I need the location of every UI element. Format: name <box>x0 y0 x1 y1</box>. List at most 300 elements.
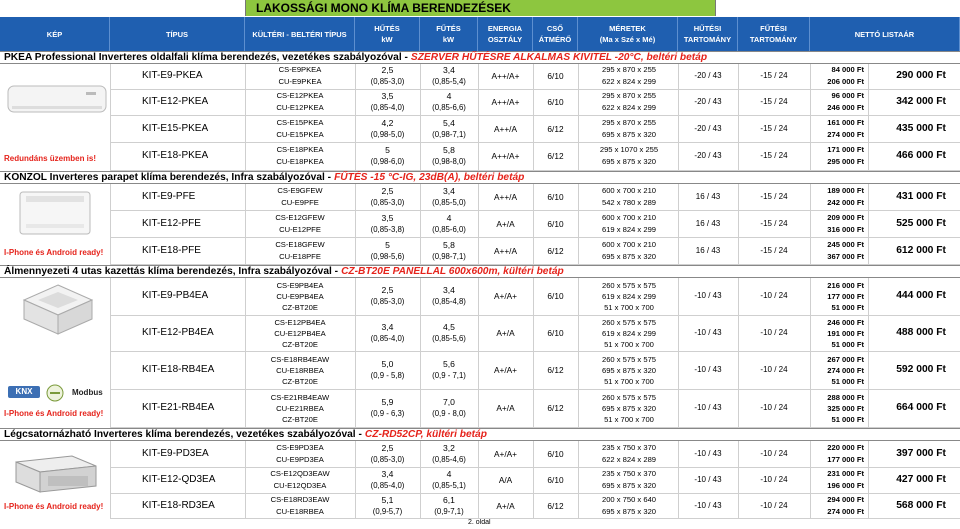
heating-kw: (0,98-7,1) <box>432 252 466 261</box>
cooling-range: -10 / 43 <box>694 291 722 300</box>
pipe-diameter: 6/10 <box>547 219 564 229</box>
unit-price: 177 000 Ft <box>827 455 864 464</box>
heating-kw: 4,5 <box>443 322 455 332</box>
grid-line <box>810 184 811 265</box>
grid-line <box>478 184 479 265</box>
unit-type: CS-E12GFEW <box>275 213 325 222</box>
net-price: 342 000 Ft <box>896 96 946 107</box>
unit-price: 220 000 Ft <box>827 443 864 452</box>
row-divider <box>110 389 960 390</box>
header-futesi-label: FŰTÉSI <box>760 24 787 33</box>
unit-price: 288 000 Ft <box>827 393 864 402</box>
cooling-kw: (0,85-3,0) <box>370 455 405 464</box>
heating-kw: (0,85-6,6) <box>432 103 466 112</box>
dimensions: 695 x 875 x 320 <box>601 404 657 413</box>
header-futesi-tart: TARTOMÁNY <box>749 35 798 44</box>
model-name: KIT-E15-PKEA <box>142 123 209 134</box>
header-hutes-label: HŰTÉS <box>374 24 400 33</box>
pipe-diameter: 6/12 <box>547 403 564 413</box>
dimensions: 295 x 870 x 255 <box>601 118 657 127</box>
header-hutesi <box>678 17 738 51</box>
cooling-range: -20 / 43 <box>694 124 722 133</box>
cooling-range: -10 / 43 <box>694 403 722 412</box>
cooling-kw: (0,98-5,6) <box>370 252 405 261</box>
net-price: 612 000 Ft <box>896 245 946 256</box>
grid-line <box>868 184 869 265</box>
unit-price: 196 000 Ft <box>827 481 864 490</box>
cooling-kw: 5,9 <box>381 397 394 407</box>
cooling-range: 16 / 43 <box>695 246 721 255</box>
heating-kw: (0,85-5,6) <box>432 334 466 343</box>
dimensions: 51 x 700 x 700 <box>604 415 654 424</box>
grid-line <box>355 441 356 519</box>
grid-line <box>738 64 739 171</box>
net-price: 435 000 Ft <box>896 123 946 134</box>
unit-price: 51 000 Ft <box>831 415 864 424</box>
dimensions: 695 x 875 x 320 <box>601 481 657 490</box>
grid-line <box>533 64 534 171</box>
dimensions: 235 x 750 x 370 <box>601 443 657 452</box>
heating-range: -10 / 24 <box>760 291 788 300</box>
redundant-note: Redundáns üzemben is! <box>4 154 97 163</box>
unit-price: 316 000 Ft <box>827 225 864 234</box>
console-unit-image <box>16 188 94 238</box>
unit-price: 191 000 Ft <box>827 329 864 338</box>
grid-line <box>678 184 679 265</box>
energy-class: A+/A+ <box>493 365 518 375</box>
header-kep-label: KÉP <box>46 29 63 39</box>
unit-price: 161 000 Ft <box>827 118 864 127</box>
heating-kw: (0,98-8,0) <box>432 157 466 166</box>
grid-line <box>245 441 246 519</box>
heating-kw: 3,4 <box>443 65 455 75</box>
net-price: 427 000 Ft <box>896 474 946 485</box>
heating-kw: (0,9-7,1) <box>434 507 464 516</box>
section-header <box>0 171 960 184</box>
dimensions: 695 x 875 x 320 <box>601 252 657 261</box>
heating-range: -15 / 24 <box>760 124 788 133</box>
row-divider <box>110 264 960 265</box>
model-name: KIT-E9-PB4EA <box>142 290 209 301</box>
header-osztaly-label: OSZTÁLY <box>487 35 523 44</box>
dimensions: 619 x 824 x 299 <box>601 329 657 338</box>
unit-type: CS-E9PD3EA <box>276 443 324 452</box>
dimensions: 260 x 575 x 575 <box>601 393 657 402</box>
header-kep <box>0 17 110 51</box>
unit-price: 51 000 Ft <box>831 340 864 349</box>
pipe-diameter: 6/10 <box>547 291 564 301</box>
grid-line <box>110 184 111 265</box>
unit-price: 96 000 Ft <box>831 91 864 100</box>
unit-type: CU-E18RBEA <box>276 366 324 375</box>
heating-range: -15 / 24 <box>760 219 788 228</box>
energy-class: A+/A <box>496 501 515 511</box>
row-divider <box>110 89 960 90</box>
row-divider <box>110 351 960 352</box>
heating-kw: (0,9 - 8,0) <box>432 409 466 418</box>
unit-type: CU-E9PD3EA <box>276 455 324 464</box>
net-price: 568 000 Ft <box>896 500 946 511</box>
unit-type: CS-E18PKEA <box>276 145 324 154</box>
dimensions: 622 x 824 x 299 <box>601 77 657 86</box>
section-header <box>0 265 960 278</box>
dimensions: 260 x 575 x 575 <box>601 318 657 327</box>
badge-icon <box>42 383 68 403</box>
grid-line <box>738 184 739 265</box>
cooling-range: -10 / 43 <box>694 365 722 374</box>
header-netto-label: NETTÓ LISTAÁR <box>854 29 915 39</box>
header-kulteri-label: KÜLTÉRI - BELTÉRI TÍPUS <box>252 29 347 39</box>
cooling-kw: 3,4 <box>381 322 394 332</box>
section-header <box>0 428 960 441</box>
row-divider <box>110 467 960 468</box>
net-price: 444 000 Ft <box>896 290 946 301</box>
cooling-kw: 5,0 <box>381 359 394 369</box>
grid-line <box>355 278 356 428</box>
header-kulteri-belteri <box>245 17 355 51</box>
grid-line <box>110 441 111 519</box>
grid-line <box>868 278 869 428</box>
heating-kw: 5,8 <box>443 240 455 250</box>
unit-type: CS-E9PB4EA <box>276 281 324 290</box>
model-name: KIT-E9-PD3EA <box>142 448 209 459</box>
unit-type: CS-E12PB4EA <box>274 318 326 327</box>
grid-line <box>110 64 111 171</box>
energy-class: A++/A+ <box>491 151 520 161</box>
energy-class: A+/A <box>496 328 515 338</box>
unit-price: 171 000 Ft <box>827 145 864 154</box>
heating-kw: 5,4 <box>443 118 455 128</box>
cooling-range: -10 / 43 <box>694 449 722 458</box>
unit-type: CS-E15PKEA <box>276 118 324 127</box>
iphone-note-kazetta: I-Phone és Android ready! <box>4 409 104 418</box>
heating-kw: 5,8 <box>443 145 455 155</box>
heating-kw: (0,9 - 7,1) <box>432 371 466 380</box>
cooling-range: -20 / 43 <box>694 71 722 80</box>
cooling-range: 16 / 43 <box>695 192 721 201</box>
unit-price: 325 000 Ft <box>827 404 864 413</box>
modbus-logo: Modbus <box>72 388 103 397</box>
unit-price: 51 000 Ft <box>831 303 864 312</box>
unit-price: 177 000 Ft <box>827 292 864 301</box>
unit-type: CU-E9PFE <box>281 198 319 207</box>
energy-class: A++/A <box>493 192 518 202</box>
grid-line <box>478 278 479 428</box>
cooling-kw: 3,4 <box>381 469 394 479</box>
header-meretek-label: MÉRETEK <box>609 24 646 33</box>
unit-type: CU-E12PFE <box>279 225 321 234</box>
unit-type: CZ-BT20E <box>282 303 318 312</box>
page-number: 2. oldal <box>468 519 491 526</box>
cooling-range: 16 / 43 <box>695 219 721 228</box>
dimensions: 622 x 824 x 289 <box>601 455 657 464</box>
cooling-range: -10 / 43 <box>694 475 722 484</box>
row-divider <box>110 170 960 171</box>
unit-type: CU-E12PKEA <box>276 103 324 112</box>
knx-logo: KNX <box>8 386 40 398</box>
dimensions: 619 x 824 x 299 <box>601 292 657 301</box>
pipe-diameter: 6/12 <box>547 246 564 256</box>
heating-kw: 4 <box>446 91 452 101</box>
section-title: PKEA Professional Inverteres oldalfali klíma berendezés, vezetékes szabályozóval - <box>4 52 408 63</box>
unit-type: CS-E18RB4EAW <box>270 355 330 364</box>
unit-type: CS-E18RD3EAW <box>270 495 330 504</box>
dimensions: 600 x 700 x 210 <box>601 240 657 249</box>
dimensions: 619 x 824 x 299 <box>601 225 657 234</box>
cooling-kw: 3,5 <box>381 213 394 223</box>
dimensions: 695 x 875 x 320 <box>601 366 657 375</box>
unit-type: CU-E18PKEA <box>276 157 324 166</box>
header-futes <box>420 17 478 51</box>
pipe-diameter: 6/10 <box>547 449 564 459</box>
dimensions: 695 x 875 x 320 <box>601 157 657 166</box>
section-subtitle: CZ-RD52CP, kültéri betáp <box>364 429 487 440</box>
cassette-unit-image <box>22 282 94 340</box>
dimensions: 600 x 700 x 210 <box>601 213 657 222</box>
model-name: KIT-E9-PFE <box>142 191 196 202</box>
grid-line <box>578 64 579 171</box>
heating-kw: 7,0 <box>443 397 455 407</box>
cooling-kw: 2,5 <box>381 285 394 295</box>
heating-range: -10 / 24 <box>760 501 788 510</box>
unit-type: CS-E9GFEW <box>277 186 323 195</box>
unit-type: CU-E9PKEA <box>278 77 322 86</box>
energy-class: A++/A <box>493 246 518 256</box>
row-divider <box>110 142 960 143</box>
section-subtitle: SZERVER HŰTÉSRE ALKALMAS KIVITEL -20°C, beltéri betáp <box>410 52 708 63</box>
heating-range: -15 / 24 <box>760 192 788 201</box>
heating-kw: (0,85-5,1) <box>432 481 466 490</box>
grid-line <box>355 184 356 265</box>
grid-line <box>245 64 246 171</box>
header-atmero-label: ÁTMÉRŐ <box>538 35 572 44</box>
grid-line <box>738 441 739 519</box>
heating-range: -15 / 24 <box>760 97 788 106</box>
dimensions: 295 x 870 x 255 <box>601 65 657 74</box>
grid-line <box>533 278 534 428</box>
grid-line <box>420 184 421 265</box>
cooling-kw: (0,85-4,0) <box>370 103 405 112</box>
pipe-diameter: 6/12 <box>547 501 564 511</box>
grid-line <box>678 64 679 171</box>
unit-price: 274 000 Ft <box>827 130 864 139</box>
unit-type: CU-E18PFE <box>279 252 321 261</box>
cooling-kw: 4,2 <box>381 118 394 128</box>
pipe-diameter: 6/12 <box>547 151 564 161</box>
dimensions: 622 x 824 x 299 <box>601 103 657 112</box>
cooling-kw: (0,98-5,0) <box>370 130 405 139</box>
section-subtitle: CZ-BT20E PANELLAL 600x600m, kültéri betáp <box>341 266 564 277</box>
grid-line <box>420 441 421 519</box>
dimensions: 295 x 1070 x 255 <box>599 145 659 154</box>
header-cso-label: CSŐ <box>546 24 564 33</box>
grid-line <box>355 64 356 171</box>
section-title: Álmennyezeti 4 utas kazettás klíma berendezés, Infra szabályozóval - <box>4 266 339 277</box>
dimensions: 695 x 875 x 320 <box>601 130 657 139</box>
header-hutesi-label: HŰTÉSI <box>693 24 722 33</box>
pipe-diameter: 6/12 <box>547 124 564 134</box>
unit-type: CU-E21RBEA <box>276 404 324 413</box>
row-divider <box>110 210 960 211</box>
header-meret-sub: (Ma x Szé x Mé) <box>599 35 656 44</box>
grid-line <box>110 278 111 428</box>
grid-line <box>810 441 811 519</box>
row-divider <box>110 315 960 316</box>
header-cso <box>533 17 578 51</box>
heating-range: -15 / 24 <box>760 151 788 160</box>
unit-price: 242 000 Ft <box>827 198 864 207</box>
energy-class: A/A <box>498 475 513 485</box>
header-tipus-label: TÍPUS <box>165 29 189 39</box>
energy-class: A+/A+ <box>493 291 518 301</box>
cooling-range: -10 / 43 <box>694 328 722 337</box>
unit-price: 295 000 Ft <box>827 157 864 166</box>
header-meretek <box>578 17 678 51</box>
model-name: KIT-E21-RB4EA <box>142 402 215 413</box>
header-energia <box>478 17 533 51</box>
net-price: 592 000 Ft <box>896 364 946 375</box>
grid-line <box>478 64 479 171</box>
heating-range: -15 / 24 <box>760 71 788 80</box>
grid-line <box>420 278 421 428</box>
unit-price: 246 000 Ft <box>827 103 864 112</box>
dimensions: 295 x 870 x 255 <box>601 91 657 100</box>
heating-kw: 4 <box>446 469 452 479</box>
pipe-diameter: 6/10 <box>547 475 564 485</box>
grid-line <box>420 64 421 171</box>
dimensions: 260 x 575 x 575 <box>601 281 657 290</box>
unit-type: CZ-BT20E <box>282 340 318 349</box>
heating-kw: 5,6 <box>443 359 455 369</box>
model-name: KIT-E18-PKEA <box>142 150 209 161</box>
heating-range: -10 / 24 <box>760 328 788 337</box>
header-kw2: kW <box>442 35 455 44</box>
dimensions: 51 x 700 x 700 <box>604 340 654 349</box>
heating-kw: (0,85-4,6) <box>432 455 466 464</box>
cooling-kw: 5 <box>385 240 390 250</box>
grid-line <box>868 64 869 171</box>
iphone-note-konzol: I-Phone és Android ready! <box>4 248 104 257</box>
cooling-kw: 2,5 <box>381 443 394 453</box>
grid-line <box>678 441 679 519</box>
unit-price: 274 000 Ft <box>827 507 864 516</box>
cooling-kw: 2,5 <box>381 186 394 196</box>
cooling-kw: 5,1 <box>381 495 394 505</box>
dimensions: 695 x 875 x 320 <box>601 507 657 516</box>
dimensions: 200 x 750 x 640 <box>601 495 657 504</box>
pipe-diameter: 6/10 <box>547 97 564 107</box>
wall-unit-image <box>6 82 108 122</box>
cooling-kw: (0,9 - 6,3) <box>370 409 405 418</box>
unit-type: CU-E12PB4EA <box>274 329 326 338</box>
cooling-kw: (0,98-6,0) <box>370 157 405 166</box>
heating-range: -10 / 24 <box>760 449 788 458</box>
unit-type: CU-E12QD3EA <box>273 481 327 490</box>
unit-price: 267 000 Ft <box>827 355 864 364</box>
grid-line <box>245 278 246 428</box>
dimensions: 600 x 700 x 210 <box>601 186 657 195</box>
cooling-kw: 5 <box>385 145 390 155</box>
heating-kw: 3,4 <box>443 186 455 196</box>
cooling-kw: 3,5 <box>381 91 394 101</box>
unit-price: 231 000 Ft <box>827 469 864 478</box>
cooling-range: -20 / 43 <box>694 97 722 106</box>
pipe-diameter: 6/10 <box>547 328 564 338</box>
unit-type: CS-E21RB4EAW <box>270 393 330 402</box>
model-name: KIT-E9-PKEA <box>142 70 203 81</box>
energy-class: A+/A+ <box>493 449 518 459</box>
net-price: 397 000 Ft <box>896 448 946 459</box>
unit-type: CU-E18RBEA <box>276 507 324 516</box>
unit-type: CU-E9PB4EA <box>276 292 324 301</box>
header-futes-label: FŰTÉS <box>436 24 461 33</box>
heating-range: -10 / 24 <box>760 365 788 374</box>
grid-line <box>868 441 869 519</box>
net-price: 525 000 Ft <box>896 218 946 229</box>
energy-class: A+/A <box>496 403 515 413</box>
dimensions: 51 x 700 x 700 <box>604 303 654 312</box>
section-subtitle: FŰTÉS -15 °C-IG, 23dB(A), beltéri betáp <box>334 172 525 183</box>
row-divider <box>110 237 960 238</box>
model-name: KIT-E18-RD3EA <box>142 500 215 511</box>
heating-kw: (0,85-6,0) <box>432 225 466 234</box>
model-name: KIT-E12-PB4EA <box>142 327 214 338</box>
model-name: KIT-E12-QD3EA <box>142 474 216 485</box>
header-kw1: kW <box>381 35 393 44</box>
unit-price: 51 000 Ft <box>831 377 864 386</box>
row-divider <box>110 115 960 116</box>
unit-price: 84 000 Ft <box>831 65 864 74</box>
net-price: 488 000 Ft <box>896 327 946 338</box>
grid-line <box>578 441 579 519</box>
cooling-kw: (0,85-3,8) <box>370 225 405 234</box>
grid-line <box>533 184 534 265</box>
unit-type: CS-E12PKEA <box>276 91 324 100</box>
energy-class: A+/A <box>496 219 515 229</box>
pipe-diameter: 6/12 <box>547 365 564 375</box>
grid-line <box>578 278 579 428</box>
pipe-diameter: 6/10 <box>547 192 564 202</box>
cooling-kw: (0,85-3,0) <box>370 198 405 207</box>
cooling-range: -10 / 43 <box>694 501 722 510</box>
energy-class: A++/A+ <box>491 71 520 81</box>
heating-kw: 6,1 <box>443 495 455 505</box>
unit-type: CS-E12QD3EAW <box>270 469 330 478</box>
unit-price: 367 000 Ft <box>827 252 864 261</box>
section-title: KONZOL Inverteres parapet klíma berendezés, Infra szabályozóval - <box>4 172 332 183</box>
cooling-range: -20 / 43 <box>694 151 722 160</box>
unit-price: 209 000 Ft <box>827 213 864 222</box>
heating-kw: (0,85-4,8) <box>432 297 466 306</box>
heating-kw: 3,4 <box>443 285 455 295</box>
model-name: KIT-E12-PKEA <box>142 96 209 107</box>
model-name: KIT-E18-RB4EA <box>142 364 215 375</box>
unit-price: 274 000 Ft <box>827 366 864 375</box>
row-divider <box>110 427 960 428</box>
dimensions: 235 x 750 x 370 <box>601 469 657 478</box>
cooling-kw: (0,9 - 5,8) <box>370 371 405 380</box>
grid-line <box>245 184 246 265</box>
header-hutes <box>355 17 420 51</box>
grid-line <box>478 441 479 519</box>
heating-kw: (0,98-7,1) <box>432 130 466 139</box>
grid-line <box>678 278 679 428</box>
heating-range: -10 / 24 <box>760 475 788 484</box>
section-title: Légcsatornázható Inverteres klíma berendezés, vezetékes szabályozóval - <box>4 429 362 440</box>
energy-class: A++/A+ <box>491 97 520 107</box>
heating-kw: 4 <box>446 213 452 223</box>
page-title: LAKOSSÁGI MONO KLÍMA BERENDEZÉSEK <box>245 0 716 16</box>
